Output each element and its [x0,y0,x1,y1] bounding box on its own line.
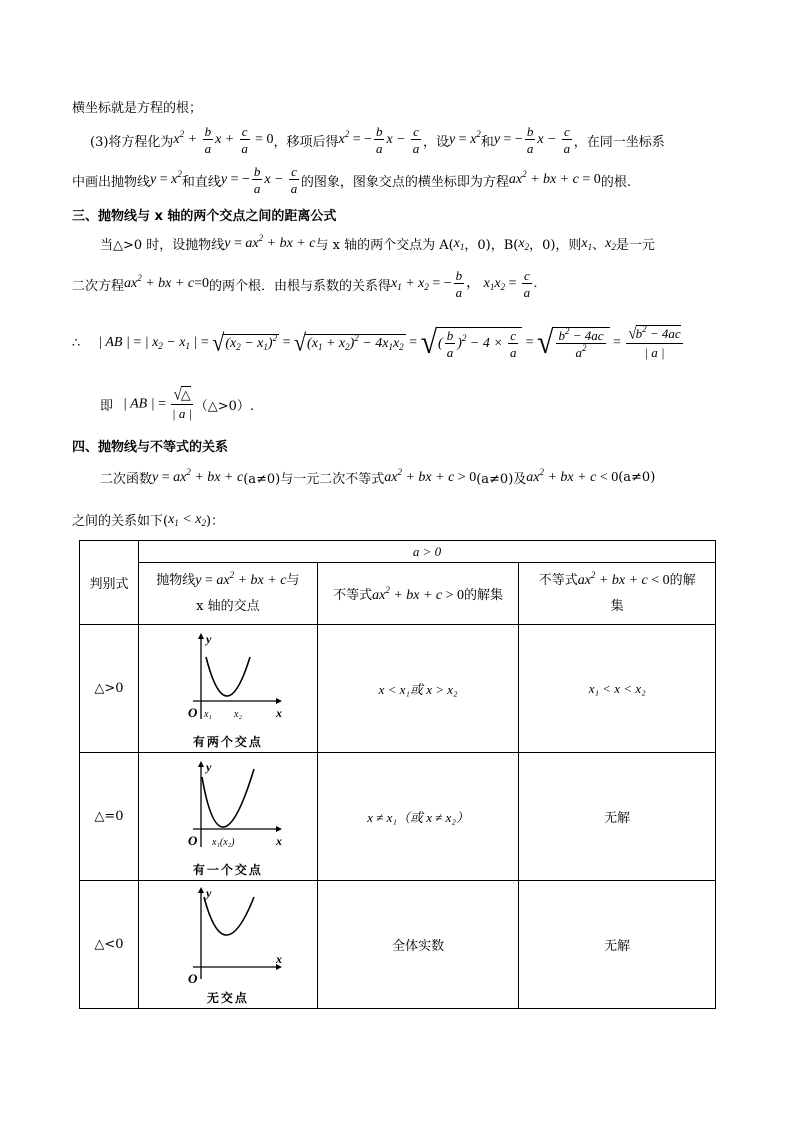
row-disc: △<0 [80,881,139,1009]
gt-solution: x < x₁或 x > x₂ [317,625,519,753]
item3-prefix: (3)将方程化为 [90,134,174,150]
section3-heading: 三、抛物线与 x 轴的两个交点之间的距离公式 [72,209,337,224]
y-arrow-icon [198,633,204,639]
distance-result: 即 | AB | = $\frac{√\triangle}{| a |}$ （△>0）. [100,386,255,422]
item3-line: (3)将方程化为 $x^2$ + $\frac{b}{a}$ x + $\frac{c}{a}$ = 0 ，移项后得 $x^2$ = − $\frac{b}{a}$ x − $\frac{c}{a}$ ，设 $y = x^2$ 和 y = − $\frac{b}{a}$ x − $\frac{c}{a}$ ，在同一坐标系 [90,124,665,156]
header-gt: 不等式$ax^2$ + bx + c > 0的解集 [317,563,519,625]
eq-moved: $x^2$ = − $\frac{b}{a}$ x − $\frac{c}{a}$ [338,124,420,156]
graph-cell [138,625,317,753]
distance-formula: ∴ | AB | = | $x_2 - x_1$ | = $√(x_2 - x_1)^2 = √(x_1 + x_2)^2 - 4x_1x_2$ = √( $\frac{b}{a}$ )$^2$ − 4 × $\frac{c}{a}$ = √ $\frac{b^2 - 4ac}{a^2}$ = $\frac{√b^2 - 4ac}{| a |}$ [72,323,681,361]
x2-label: x₂ [233,709,242,720]
graph-no-intersection [168,883,288,987]
parabola [206,657,250,696]
y-label: y [205,886,212,900]
x-label: x [275,706,282,720]
x-arrow-icon [276,826,282,832]
lt-solution: x₁ < x < x₂ [519,625,716,753]
x1x2-label: x₁(x₂) [211,837,235,848]
origin-label: O [187,971,198,986]
relation-table [79,540,716,1009]
y-arrow-icon [198,761,204,767]
section4-p2: 之间的关系如下( $x_1 < x_2$ )： [72,511,225,529]
header-lt: 不等式$ax^2$ + bx + c < 0的解 集 [519,563,716,625]
x1-label: x₁ [203,709,212,720]
table-row [80,881,716,1009]
graph-cell [138,881,317,1009]
lt-solution: 无解 [519,881,716,1009]
graph-two-intersections [168,627,288,731]
graph-caption: 有两个交点 [192,735,263,749]
section3-p1: 当△>0 时，设抛物线 $y = ax^2$ + bx + c 与 x 轴的两个交点为 A( $x_1$ ，0)，B( $x_2$ ，0)，则 $x_1$ 、 $x_2$ 是一元 [100,232,655,253]
graph-cell [138,753,317,881]
gt-solution: x ≠ x₁（或 x ≠ x₂） [317,753,519,881]
row-disc: △>0 [80,625,139,753]
graph-caption: 无交点 [206,991,249,1005]
x-arrow-icon [276,698,282,704]
section3-p2: 二次方程 $ax^2$ + bx + c=0 的两个根．由根与系数的关系得 $x_1 + x_2$ = − $\frac{b}{a}$ ， $x_1x_2$ = $\frac{c}{a}$ . [72,268,538,300]
line3: 中画出抛物线 $y = x^2$ 和直线 y = − $\frac{b}{a}$ x − $\frac{c}{a}$ 的图象，图象交点的横坐标即为方程 $ax^2$ + bx + c = 0 的根. [72,164,631,196]
table-row [80,625,716,753]
header-discriminant: 判别式 [80,541,139,625]
graph-caption: 有一个交点 [192,863,263,877]
y-label: y [205,760,212,774]
header-a-condition: a > 0 [138,541,715,563]
y-label: y [205,632,212,646]
origin-label: O [187,705,198,720]
intro-line1: 横坐标就是方程的根； [72,101,203,116]
section4-p1: 二次函数 $y = ax^2$ + bx + c (a≠0)与一元二次不等式 $ax^2$ + bx + c > 0 (a≠0)及 $ax^2$ + bx + c < 0 (a≠0) [100,466,656,487]
section4-heading: 四、抛物线与不等式的关系 [72,440,229,455]
lt-solution: 无解 [519,753,716,881]
header-parabola: 抛物线$y = ax^2$ + bx + c与 x 轴的交点 [138,563,317,625]
y-arrow-icon [198,887,204,893]
eq-normalized: $x^2$ + $\frac{b}{a}$ x + $\frac{c}{a}$ = 0 [173,124,274,156]
x-label: x [275,834,282,848]
parabola [202,769,254,827]
x-label: x [275,952,282,966]
gt-solution: 全体实数 [317,881,519,1009]
table-row [80,753,716,881]
origin-label: O [187,833,198,848]
row-disc: △=0 [80,753,139,881]
parabola [204,897,254,935]
graph-one-intersection [168,755,288,859]
